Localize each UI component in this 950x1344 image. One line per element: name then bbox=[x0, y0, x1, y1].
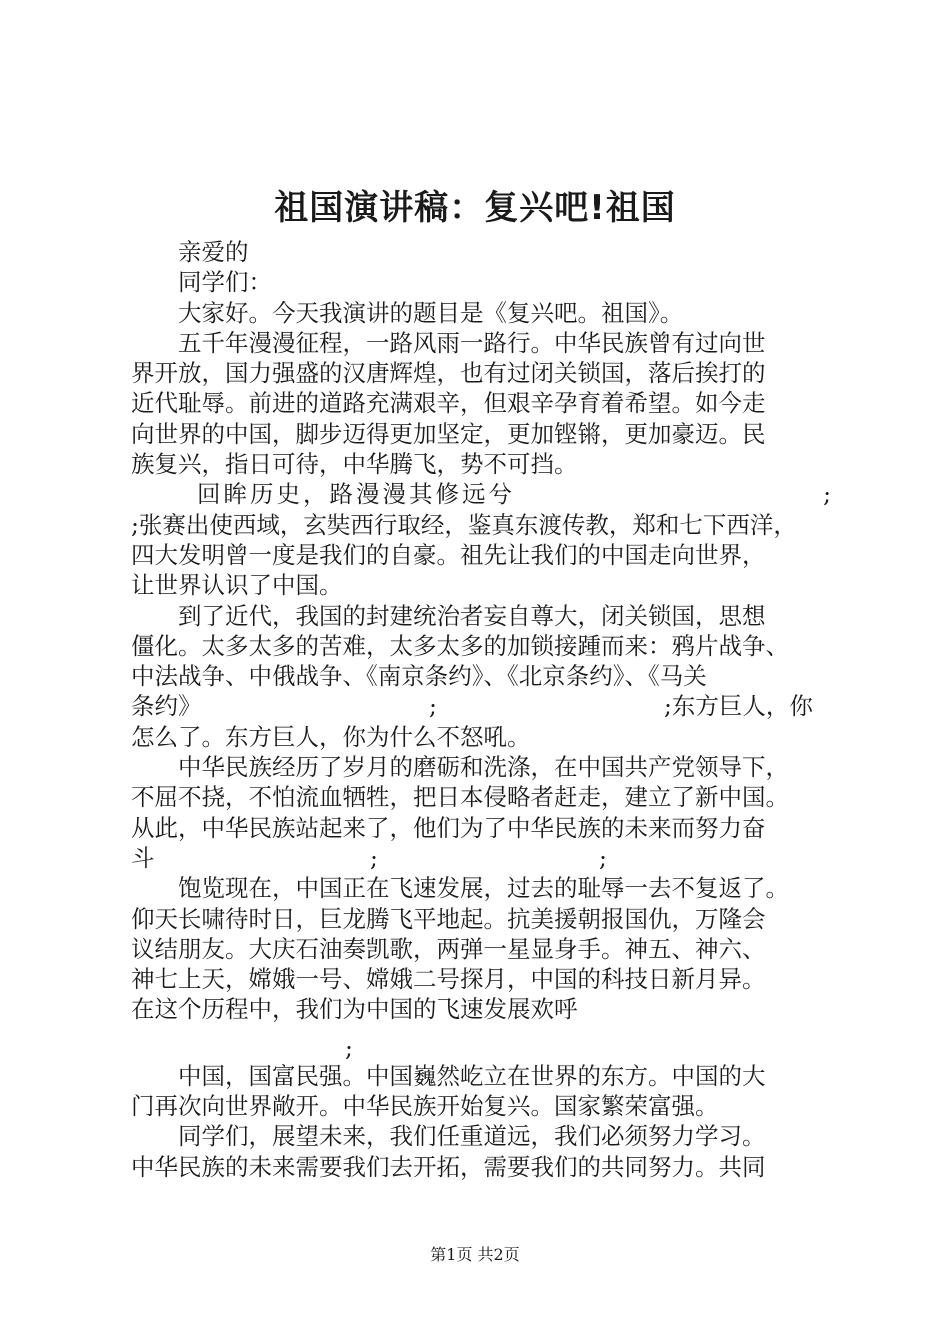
line-text: 回眸历史，路漫漫其修远兮 bbox=[197, 480, 515, 509]
paragraph-line: 在这个历程中，我们为中国的飞速发展欢呼 bbox=[131, 995, 578, 1024]
line-text: ;东方巨人，你 bbox=[664, 692, 813, 721]
paragraph-line: 向世界的中国，脚步迈得更加坚定，更加铿锵，更加豪迈。民 bbox=[131, 419, 766, 448]
paragraph-line: 四大发明曾一度是我们的自豪。祖先让我们的中国走向世界， bbox=[131, 540, 766, 569]
document-body bbox=[131, 237, 831, 1182]
paragraph-line: 大家好。今天我演讲的题目是《复兴吧。祖国》。 bbox=[178, 298, 684, 327]
paragraph-line: 中华民族的未来需要我们去开拓，需要我们的共同努力。共同 bbox=[131, 1152, 766, 1181]
paragraph-line bbox=[131, 843, 831, 873]
paragraph-line: 五千年漫漫征程，一路风雨一路行。中华民族曾有过向世 bbox=[178, 328, 766, 357]
paragraph-line: ;张赛出使西域，玄奘西行取经，鉴真东渡传教，郑和七下西洋， bbox=[131, 510, 797, 539]
paragraph-line: 议结朋友。大庆石油奏凯歌，两弹一星显身手。神五、神六、 bbox=[131, 934, 766, 963]
paragraph-line: 到了近代，我国的封建统治者妄自尊大，闭关锁国，思想 bbox=[178, 601, 766, 630]
paragraph-line: 不屈不挠，不怕流血牺牲，把日本侵略者赶走，建立了新中国。 bbox=[131, 783, 789, 812]
paragraph-line: 仰天长啸待时日，巨龙腾飞平地起。抗美援朝报国仇，万隆会 bbox=[131, 904, 766, 933]
line-semicolon: ; bbox=[823, 480, 831, 509]
paragraph-line: 中法战争、中俄战争、《南京条约》、《北京条约》、《马关 bbox=[131, 662, 707, 691]
line-semicolon: ; bbox=[345, 1033, 353, 1062]
paragraph-line: 中华民族经历了岁月的磨砺和洗涤，在中国共产党领导下， bbox=[178, 753, 789, 782]
line-semicolon: ; bbox=[599, 843, 607, 872]
paragraph-line: 怎么了。东方巨人，你为什么不怒吼。 bbox=[131, 722, 531, 751]
paragraph-line bbox=[131, 691, 831, 721]
paragraph-line: 中国，国富民强。中国巍然屹立在世界的东方。中国的大 bbox=[178, 1061, 766, 1090]
line-semicolon: ; bbox=[370, 843, 378, 872]
paragraph-line bbox=[131, 479, 831, 509]
paragraph-line: 近代耻辱。前进的道路充满艰辛，但艰辛孕育着希望。如今走 bbox=[131, 389, 766, 418]
salutation-line-2: 同学们： bbox=[178, 268, 272, 297]
paragraph-line: 同学们，展望未来，我们任重道远，我们必须努力学习。 bbox=[178, 1122, 766, 1151]
paragraph-line: 让世界认识了中国。 bbox=[131, 571, 343, 600]
line-text: 条约》 bbox=[131, 692, 202, 721]
paragraph-line: 从此，中华民族站起来了，他们为了中华民族的未来而努力奋 bbox=[131, 813, 766, 842]
paragraph-line: 饱览现在，中国正在飞速发展，过去的耻辱一去不复返了。 bbox=[178, 874, 789, 903]
paragraph-line: 门再次向世界敞开。中华民族开始复兴。国家繁荣富强。 bbox=[131, 1092, 719, 1121]
page-footer: 第1页 共2页 bbox=[430, 1245, 520, 1264]
paragraph-line: 族复兴，指日可待，中华腾飞，势不可挡。 bbox=[131, 450, 578, 479]
line-text: 斗 bbox=[131, 843, 155, 872]
paragraph-line: 神七上天，嫦娥一号、嫦娥二号探月，中国的科技日新月异。 bbox=[131, 965, 766, 994]
salutation-line-1: 亲爱的 bbox=[178, 238, 249, 266]
paragraph-line: 界开放，国力强盛的汉唐辉煌，也有过闭关锁国，落后挨打的 bbox=[131, 359, 766, 388]
document-title: 祖国演讲稿：复兴吧!祖国 bbox=[274, 188, 676, 228]
paragraph-line: 僵化。太多太多的苦难，太多太多的加锁接踵而来：鸦片战争、 bbox=[131, 631, 789, 660]
line-semicolon: ; bbox=[429, 692, 437, 721]
paragraph-line bbox=[131, 1025, 831, 1061]
